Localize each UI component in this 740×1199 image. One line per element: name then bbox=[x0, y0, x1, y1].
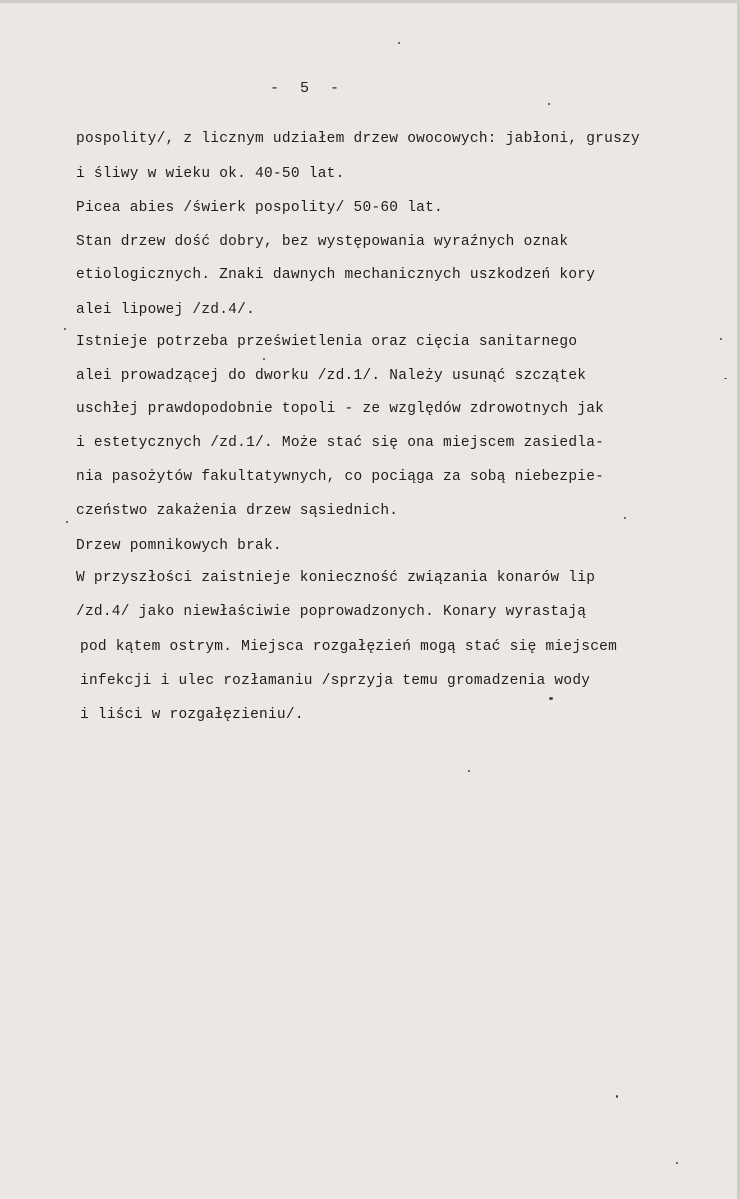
page-top-edge bbox=[0, 0, 740, 3]
scan-speck bbox=[398, 42, 400, 44]
text-line: pospolity/, z licznym udziałem drzew owocowych: jabłoni, gruszy bbox=[76, 131, 640, 147]
text-line: uschłej prawdopodobnie topoli - ze względów zdrowotnych jak bbox=[76, 401, 605, 417]
scan-speck bbox=[64, 328, 66, 330]
scan-speck bbox=[468, 770, 470, 772]
scan-speck bbox=[548, 103, 550, 105]
text-line: czeństwo zakażenia drzew sąsiednich. bbox=[76, 503, 399, 519]
text-line: nia pasożytów fakultatywnych, co pociąga za sobą niebezpie- bbox=[76, 469, 605, 485]
scan-speck bbox=[676, 1162, 678, 1164]
scan-speck bbox=[263, 358, 265, 360]
text-line: alei prowadzącej do dworku /zd.1/. Należy usunąć szczątek bbox=[76, 368, 587, 384]
scan-speck bbox=[720, 338, 722, 340]
scan-speck bbox=[66, 521, 68, 523]
text-line: i śliwy w wieku ok. 40-50 lat. bbox=[76, 166, 345, 182]
scan-speck bbox=[724, 378, 727, 379]
text-line: Istnieje potrzeba prześwietlenia oraz cięcia sanitarnego bbox=[76, 334, 578, 350]
text-line: infekcji i ulec rozłamaniu /sprzyja temu gromadzenia wody bbox=[80, 673, 591, 689]
text-line: /zd.4/ jako niewłaściwie poprowadzonych. Konary wyrastają bbox=[76, 604, 587, 620]
text-line: W przyszłości zaistnieje konieczność związania konarów lip bbox=[76, 570, 596, 586]
text-line: Picea abies /świerk pospolity/ 50-60 lat. bbox=[76, 200, 444, 216]
text-line: Stan drzew dość dobry, bez występowania wyraźnych oznak bbox=[76, 234, 569, 250]
scan-speck bbox=[624, 517, 626, 519]
scan-speck bbox=[616, 1095, 618, 1098]
text-line: pod kątem ostrym. Miejsca rozgałęzień mogą stać się miejscem bbox=[80, 639, 618, 655]
text-line: i liści w rozgałęzieniu/. bbox=[80, 707, 304, 723]
text-line: alei lipowej /zd.4/. bbox=[76, 302, 256, 318]
page-number: - 5 - bbox=[269, 80, 340, 97]
text-line: i estetycznych /zd.1/. Może stać się ona miejscem zasiedla- bbox=[76, 435, 605, 451]
text-line: etiologicznych. Znaki dawnych mechanicznych uszkodzeń kory bbox=[76, 267, 596, 283]
text-line: Drzew pomnikowych brak. bbox=[76, 538, 282, 554]
scan-speck bbox=[549, 697, 553, 700]
